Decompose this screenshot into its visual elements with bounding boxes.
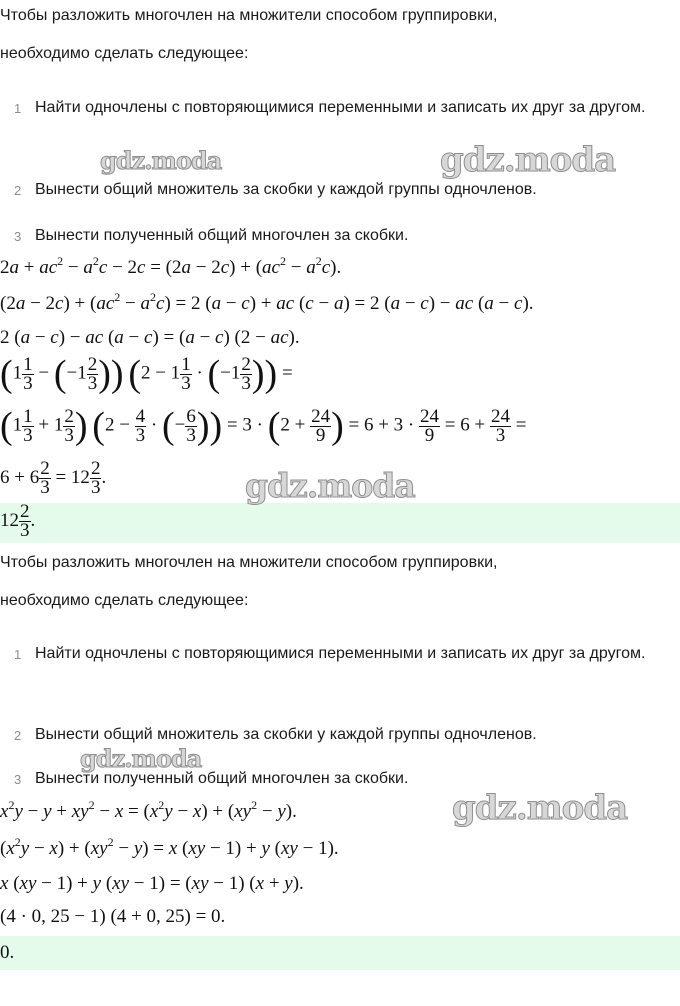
step-item-1 bbox=[0, 644, 680, 704]
step-text: Вынести общий множитель за скобки у каждой группы одночленов. bbox=[35, 726, 537, 743]
step-number: 1 bbox=[14, 101, 22, 116]
intro-line-1: Чтобы разложить многочлен на множители способом группировки, bbox=[0, 554, 498, 571]
intro-line-1: Чтобы разложить многочлен на множители способом группировки, bbox=[0, 7, 498, 24]
answer-value: 0. bbox=[0, 942, 15, 963]
math-line: $(x^2y - x) + (xy^2 - y) = x$ (xy − 1) + y (xy − 1). bbox=[0, 835, 339, 859]
answer-box bbox=[0, 503, 680, 543]
math-line: $(2a - 2c) + (ac^2 - a^2c) = 2$ (a − c) + ac (c − a) = 2 (a − c) − ac (a − c). bbox=[0, 290, 534, 314]
step-text: Вынести общий множитель за скобки у каждой группы одночленов. bbox=[35, 181, 537, 198]
math-line: (1 $\frac{1}{3}$ + 1 $\frac{2}{3}$ ) (2 − $\frac{4}{3}$ · (− $\frac{6}{3}$ )) = 3 · (2 + $\frac{24}{9}$ ) = 6 + 3 · $\frac{24}{9}$ = 6 + $\frac{24}{3}$ = bbox=[0, 405, 527, 447]
step-number: 2 bbox=[14, 183, 22, 198]
step-text: Найти одночлены с повторяющимися переменными и записать их друг за другом. bbox=[35, 99, 646, 116]
intro-line-2: необходимо сделать следующее: bbox=[0, 592, 249, 609]
watermark: gdz.moda bbox=[100, 146, 222, 175]
math-line: 6 + 6 $\frac{2}{3}$ = 12 $\frac{2}{3}$ . bbox=[0, 458, 107, 498]
math-line: $x^2y - y + xy^2 - x = (x^2y - x) + (xy^2 - y)$. bbox=[0, 798, 297, 822]
answer-value: 12 $\frac{2}{3}$ . bbox=[0, 503, 36, 541]
math-line: (1 $\frac{1}{3}$ − (−1 $\frac{2}{3}$ )) (2 − 1 $\frac{1}{3}$ · (−1 $\frac{2}{3}$ )) = bbox=[0, 353, 293, 395]
step-number: 3 bbox=[14, 229, 22, 244]
math-line: $2a + ac^2 - a^2c - 2c = (2a - 2c) + (ac^2 - a^2c)$. bbox=[0, 254, 342, 278]
math-line: x (xy − 1) + y (xy − 1) = (xy − 1) (x + y). bbox=[0, 873, 304, 894]
math-line: (4 · 0, 25 − 1) (4 + 0, 25) = 0. bbox=[0, 906, 226, 927]
math-line: 2 (a − c) − ac (a − c) = (a − c) (2 − ac). bbox=[0, 327, 300, 348]
answer-box bbox=[0, 936, 680, 970]
watermark: gdz.moda bbox=[452, 788, 628, 828]
step-number: 2 bbox=[14, 728, 22, 743]
step-text: Вынести полученный общий многочлен за скобки. bbox=[35, 227, 409, 244]
step-text: Найти одночлены с повторяющимися переменными и записать их друг за другом. bbox=[35, 645, 646, 662]
watermark: gdz.moda bbox=[80, 744, 202, 773]
watermark: gdz.moda bbox=[440, 140, 616, 180]
step-number: 1 bbox=[14, 647, 22, 662]
watermark: gdz.moda bbox=[245, 466, 415, 505]
step-number: 3 bbox=[14, 772, 22, 787]
intro-line-2: необходимо сделать следующее: bbox=[0, 45, 249, 62]
step-text: Вынести полученный общий многочлен за скобки. bbox=[35, 770, 409, 787]
